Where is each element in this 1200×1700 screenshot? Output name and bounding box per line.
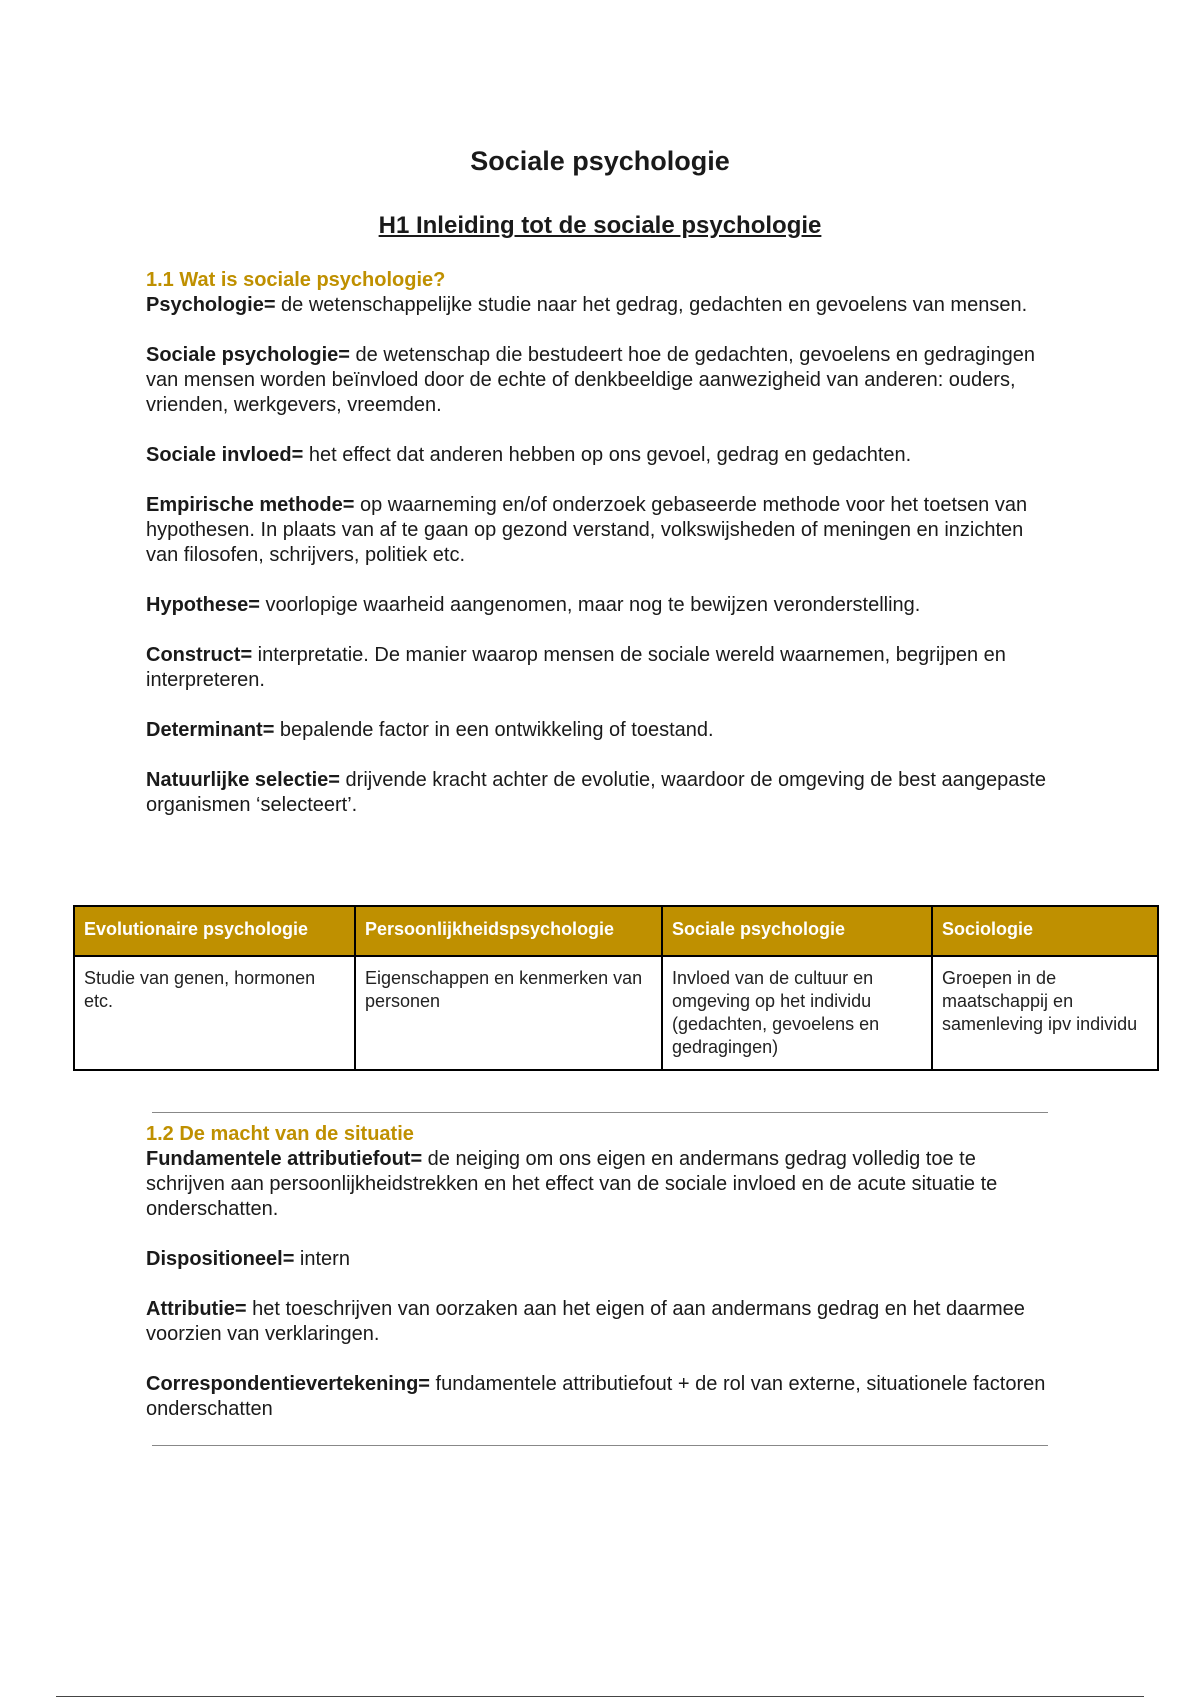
definition-fundamentele-attributiefout	[146, 1147, 1046, 1222]
definition-construct	[146, 643, 1046, 693]
table-header-cell: Persoonlijkheidspsychologie	[355, 906, 662, 956]
definition-natuurlijke-selectie	[146, 768, 1046, 818]
page-bottom-rule	[56, 1696, 1144, 1697]
definition-determinant	[146, 718, 1046, 743]
definition-term: Sociale psychologie=	[146, 344, 350, 366]
definition-hypothese	[146, 593, 1046, 618]
table-cell: Eigenschappen en kenmerken van personen	[355, 956, 662, 1070]
section-divider	[152, 1112, 1048, 1113]
definition-term: Construct=	[146, 644, 253, 666]
definition-text: de neiging om ons eigen en andermans gedrag volledig toe te schrijven aan persoonlijkheidstrekken en het effect van de sociale invloed en de acute situatie te onderschatten.	[146, 1148, 998, 1220]
definition-psychologie	[146, 293, 1046, 318]
table-header-cell: Sociologie	[932, 906, 1158, 956]
definition-term: Attributie=	[146, 1298, 247, 1320]
definition-term: Fundamentele attributiefout=	[146, 1148, 423, 1170]
definition-sociale-invloed	[146, 443, 1046, 468]
document-title: Sociale psychologie	[470, 146, 730, 176]
definition-empirische-methode	[146, 493, 1046, 568]
definition-text: het effect dat anderen hebben op ons gevoel, gedrag en gedachten.	[303, 444, 912, 466]
definition-term: Natuurlijke selectie=	[146, 769, 340, 791]
table-cell: Invloed van de cultuur en omgeving op het individu (gedachten, gevoelens en gedragingen)	[662, 956, 932, 1070]
definition-term: Sociale invloed=	[146, 444, 304, 466]
definition-attributie	[146, 1297, 1046, 1347]
definition-text: de wetenschappelijke studie naar het gedrag, gedachten en gevoelens van mensen.	[275, 294, 1028, 316]
definition-term: Correspondentievertekening=	[146, 1373, 430, 1395]
table-header-row	[74, 906, 1158, 956]
definition-term: Hypothese=	[146, 594, 260, 616]
definition-term: Determinant=	[146, 719, 275, 741]
chapter-title: H1 Inleiding tot de sociale psychologie	[378, 212, 822, 239]
definition-term: Dispositioneel=	[146, 1248, 295, 1270]
table-header-cell: Evolutionaire psychologie	[74, 906, 355, 956]
comparison-table	[73, 905, 1159, 1071]
definition-text: drijvende kracht achter de evolutie, waardoor de omgeving de best aangepaste organismen ‘selecteert’.	[146, 769, 1046, 816]
definition-text: voorlopige waarheid aangenomen, maar nog te bewijzen veronderstelling.	[259, 594, 921, 616]
section-1-heading: 1.1 Wat is sociale psychologie?	[146, 269, 446, 291]
table-cell: Groepen in de maatschappij en samenleving ipv individu	[932, 956, 1158, 1070]
section-divider	[152, 1445, 1048, 1446]
section-2	[146, 1121, 1046, 1447]
definition-text: fundamentele attributiefout + de rol van externe, situationele factoren onderschatten	[146, 1373, 1046, 1420]
definition-sociale-psychologie	[146, 343, 1046, 418]
definition-text: interpretatie. De manier waarop mensen de sociale wereld waarnemen, begrijpen en interpreteren.	[146, 644, 1006, 691]
definition-term: Psychologie=	[146, 294, 276, 316]
definition-text: op waarneming en/of onderzoek gebaseerde methode voor het toetsen van hypothesen. In plaats van af te gaan op gezond verstand, volkswijsheden of meningen en inzichten van filosofen, schrijvers, politiek etc.	[146, 494, 1028, 566]
definition-dispositioneel	[146, 1247, 1046, 1272]
definition-text: intern	[294, 1248, 350, 1270]
definition-text: bepalende factor in een ontwikkeling of toestand.	[274, 719, 714, 741]
definition-term: Empirische methode=	[146, 494, 355, 516]
section-2-heading: 1.2 De macht van de situatie	[146, 1123, 414, 1145]
definition-text: het toeschrijven van oorzaken aan het eigen of aan andermans gedrag en het daarmee voorzien van verklaringen.	[146, 1298, 1025, 1345]
table-cell: Studie van genen, hormonen etc.	[74, 956, 355, 1070]
definition-correspondentievertekening	[146, 1372, 1046, 1422]
definition-text: de wetenschap die bestudeert hoe de gedachten, gevoelens en gedragingen van mensen worden beïnvloed door de echte of denkbeeldige aanwezigheid van anderen: ouders, vrienden, werkgevers, vreemden.	[146, 344, 1035, 416]
section-1	[146, 267, 1046, 843]
table-row	[74, 956, 1158, 1070]
table-header-cell: Sociale psychologie	[662, 906, 932, 956]
